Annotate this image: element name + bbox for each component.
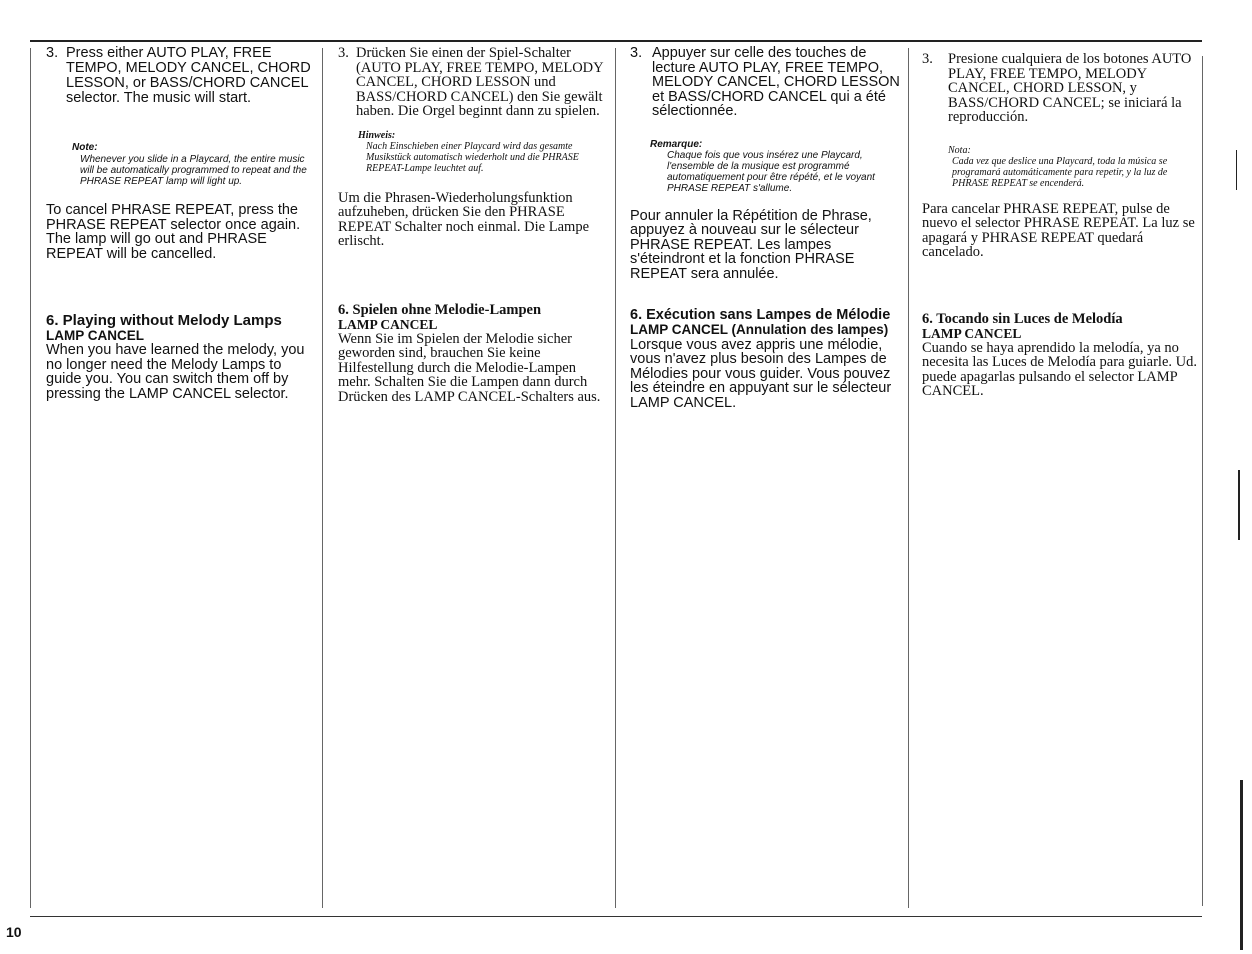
section-body: Cuando se haya aprendido la melodía, ya no necesita las Luces de Melodía para guiarle. Ud. puede apagarlas pulsando el selector LAMP CANCEL. bbox=[922, 339, 1197, 399]
section-heading: 6. Exécution sans Lampes de Mélodie bbox=[630, 307, 891, 323]
cancel-paragraph: To cancel PHRASE REPEAT, press the PHRASE REPEAT selector once again. The lamp will go out and PHRASE REPEAT will be cancelled. bbox=[46, 202, 301, 262]
step-number: 3. bbox=[46, 45, 59, 61]
scan-edge-mark bbox=[1236, 150, 1237, 190]
section-subheading: LAMP CANCEL bbox=[338, 316, 438, 332]
note-label: Nota: bbox=[948, 144, 971, 156]
step-3 bbox=[46, 46, 320, 106]
step-text: Appuyer sur celle des touches de lecture AUTO PLAY, FREE TEMPO, MELODY CANCEL, CHORD LESSON et BASS/CHORD CANCEL qui a été sélectionnée. bbox=[652, 45, 900, 119]
section-body: Wenn Sie im Spielen der Melodie sicher geworden sind, brauchen Sie keine Hilfestellung durch die Melodie-Lampen mehr. Schalten Sie die Lampen dann durch Drücken des LAMP CANCEL-Schalters aus. bbox=[338, 330, 601, 405]
step-text: Drücken Sie einen der Spiel-Schalter (AUTO PLAY, FREE TEMPO, MELODY CANCEL, CHORD LESSON und BASS/CHORD CANCEL) den Sie gewält haben. Die Orgel beginnt dann zu spielen. bbox=[356, 45, 604, 119]
column-german bbox=[338, 46, 612, 404]
note-text: Cada vez que deslice una Playcard, toda la música se programará automáticamente para repetir, y la luz de PHRASE REPEAT se encenderá. bbox=[952, 155, 1168, 189]
note-label: Note: bbox=[72, 142, 98, 153]
column-divider bbox=[30, 48, 31, 908]
cancel-paragraph: Para cancelar PHRASE REPEAT, pulse de nuevo el selector PHRASE REPEAT. La luz se apagará y PHRASE REPEAT quedará cancelado. bbox=[922, 200, 1195, 260]
section-body: Lorsque vous avez appris une mélodie, vous n'avez plus besoin des Lampes de Mélodies pour vous guider. Vous pouvez les éteindre en appuyant sur le sélecteur LAMP CANCEL. bbox=[630, 336, 892, 411]
section-heading: 6. Tocando sin Luces de Melodía bbox=[922, 310, 1123, 327]
column-divider bbox=[1202, 56, 1203, 906]
step-text: Press either AUTO PLAY, FREE TEMPO, MELODY CANCEL, CHORD LESSON, or BASS/CHORD CANCEL selector. The music will start. bbox=[66, 45, 311, 106]
scan-edge-mark bbox=[1238, 470, 1240, 540]
column-divider bbox=[615, 48, 616, 908]
section-heading: 6. Spielen ohne Melodie-Lampen bbox=[338, 301, 542, 318]
section-subheading: LAMP CANCEL bbox=[922, 325, 1022, 341]
step-number: 3. bbox=[922, 51, 933, 67]
note-label: Hinweis: bbox=[358, 129, 396, 141]
column-french bbox=[630, 46, 906, 410]
note-text: Chaque fois que vous insérez une Playcard, l'ensemble de la musique est programmé automatiquement pour être répété, et le voyant PHRASE REPEAT s'allume. bbox=[667, 149, 875, 194]
section-body: When you have learned the melody, you no longer need the Melody Lamps to guide you. You can switch them off by pressing the LAMP CANCEL selector. bbox=[46, 342, 305, 402]
note-label: Remarque: bbox=[650, 138, 703, 150]
note-text: Nach Einschieben einer Playcard wird das gesamte Musikstück automatisch wiederholt und die PHRASE REPEAT-Lampe leuchtet auf. bbox=[366, 140, 579, 174]
note-text: Whenever you slide in a Playcard, the entire music will be automatically programmed to repeat and the PHRASE REPEAT lamp will light up. bbox=[80, 154, 307, 187]
column-divider bbox=[322, 48, 323, 908]
cancel-paragraph: Um die Phrasen-Wiederholungsfunktion aufzuheben, drücken Sie den PHRASE REPEAT Schalter noch einmal. Die Lampe erlischt. bbox=[338, 189, 590, 249]
scan-edge-mark bbox=[1240, 780, 1243, 950]
column-spanish bbox=[922, 52, 1198, 399]
cancel-paragraph: Pour annuler la Répétition de Phrase, appuyez à nouveau sur le sélecteur PHRASE REPEAT. Les lampes s'éteindront et la fonction PHRASE REPEAT sera annulée. bbox=[630, 207, 872, 282]
section-heading: 6. Playing without Melody Lamps bbox=[46, 312, 282, 329]
section-subheading: LAMP CANCEL (Annulation des lampes) bbox=[630, 322, 889, 337]
column-english bbox=[46, 46, 320, 401]
step-number: 3. bbox=[338, 45, 349, 61]
top-rule bbox=[30, 40, 1202, 42]
page-number: 10 bbox=[6, 924, 22, 940]
column-divider bbox=[908, 48, 909, 908]
step-3 bbox=[630, 46, 906, 119]
step-3 bbox=[922, 52, 1198, 125]
section-subheading: LAMP CANCEL bbox=[46, 328, 145, 343]
step-text: Presione cualquiera de los botones AUTO PLAY, FREE TEMPO, MELODY CANCEL, CHORD LESSON, y BASS/CHORD CANCEL; se iniciará la reproducción. bbox=[948, 51, 1192, 125]
step-number: 3. bbox=[630, 45, 643, 61]
bottom-rule bbox=[30, 916, 1202, 917]
step-3 bbox=[338, 46, 612, 119]
